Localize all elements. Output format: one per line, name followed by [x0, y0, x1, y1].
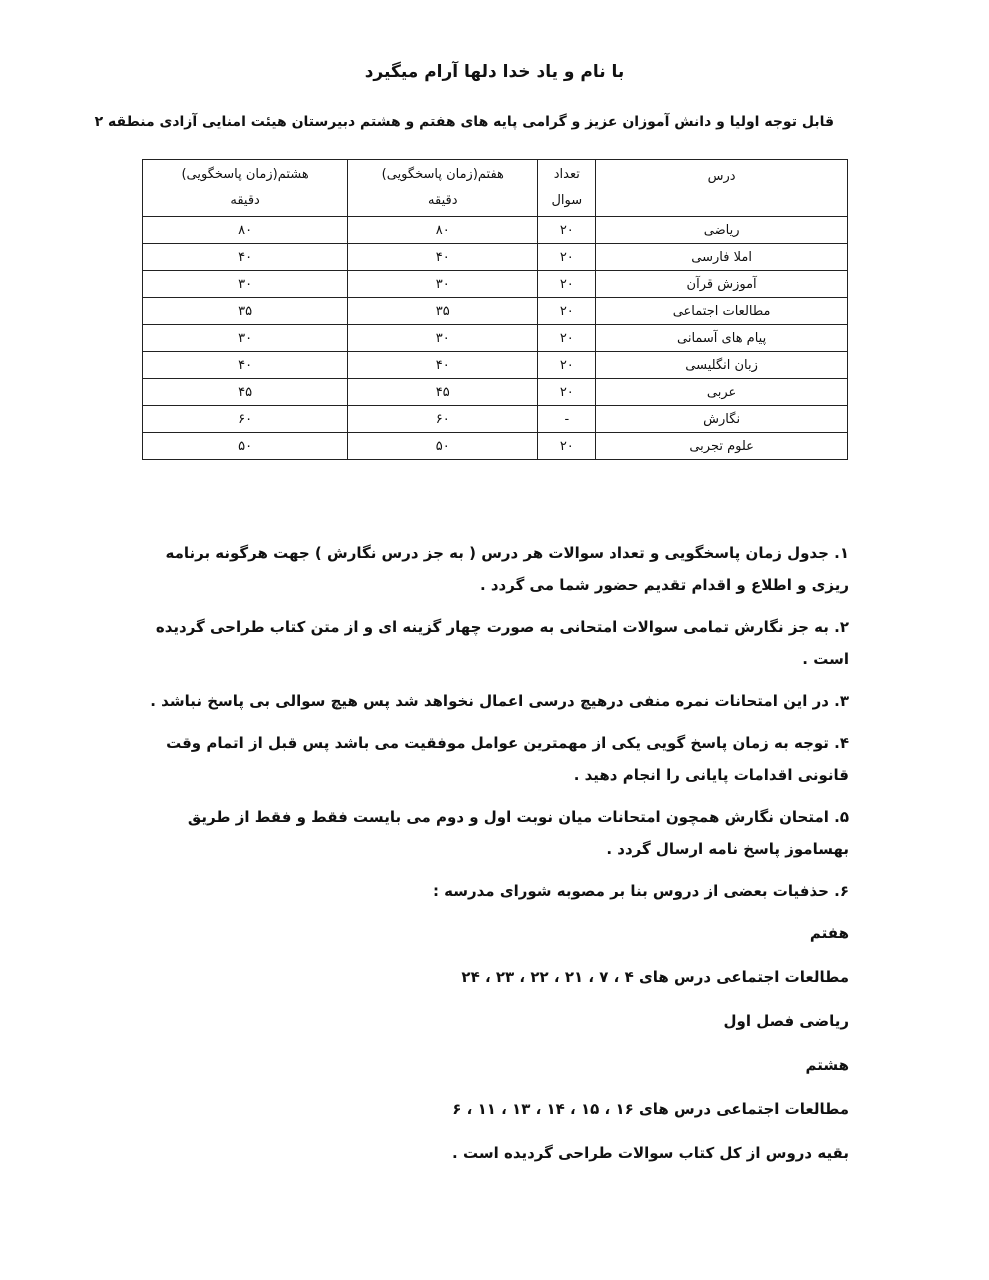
- table-row: [143, 244, 848, 271]
- table-row: [143, 433, 848, 460]
- seventh-time-cell: ۶۰: [348, 406, 538, 433]
- subject-cell: املا فارسی: [596, 244, 848, 271]
- exam-schedule-table: [142, 159, 848, 460]
- seventh-time-cell: ۴۰: [348, 244, 538, 271]
- seventh-time-cell: ۴۵: [348, 379, 538, 406]
- table-row: [143, 352, 848, 379]
- eighth-time-cell: ۳۵: [143, 298, 348, 325]
- eighth-time-cell: ۸۰: [143, 217, 348, 244]
- seventh-time-cell: ۴۰: [348, 352, 538, 379]
- seventh-time-cell: ۵۰: [348, 433, 538, 460]
- page-subtitle: قابل توجه اولیا و دانش آموزان عزیز و گرامی پایه های هفتم و هشتم دبیرستان هیئت امنایی آزادی منطقه ۲: [94, 114, 834, 130]
- count-cell: ۲۰: [538, 244, 596, 271]
- table-row: [143, 217, 848, 244]
- table-row: [143, 406, 848, 433]
- count-cell: ۲۰: [538, 217, 596, 244]
- seventh-time-cell: ۳۰: [348, 325, 538, 352]
- note-5: ۵. امتحان نگارش همچون امتحانات میان نوبت اول و دوم می بایست فقط و فقط از طریق بهساموز پاسخ نامه ارسال گردد .: [187, 808, 849, 858]
- count-cell: ۲۰: [538, 325, 596, 352]
- page-title: با نام و یاد خدا دلها آرام میگیرد: [364, 62, 625, 82]
- count-cell: ۲۰: [538, 379, 596, 406]
- subject-cell: ریاضی: [596, 217, 848, 244]
- header-question-count: تعداد سوال: [538, 160, 596, 217]
- note-1: ۱. جدول زمان پاسخگویی و تعداد سوالات هر درس ( به جز درس نگارش ) جهت هرگونه برنامه ریزی و اطلاع و اقدام تقدیم حضور شما می گردد .: [165, 544, 849, 594]
- subject-cell: پیام های آسمانی: [596, 325, 848, 352]
- eighth-time-cell: ۴۵: [143, 379, 348, 406]
- seventh-time-cell: ۳۵: [348, 298, 538, 325]
- subject-cell: مطالعات اجتماعی: [596, 298, 848, 325]
- count-cell: ۲۰: [538, 352, 596, 379]
- count-cell: -: [538, 406, 596, 433]
- eighth-time-cell: ۴۰: [143, 244, 348, 271]
- note-4: ۴. توجه به زمان پاسخ گویی یکی از مهمترین عوامل موفقیت می باشد پس قبل از اتمام وقت قانونی اقدامات پایانی را انجام دهید .: [166, 734, 849, 784]
- eighth-time-cell: ۴۰: [143, 352, 348, 379]
- subject-cell: علوم تجربی: [596, 433, 848, 460]
- closing-note: بقیه دروس از کل کتاب سوالات طراحی گردیده است .: [452, 1144, 849, 1162]
- count-cell: ۲۰: [538, 433, 596, 460]
- note-6: ۶. حذفیات بعضی از دروس بنا بر مصوبه شورای مدرسه :: [432, 882, 849, 900]
- seventh-math-exclusions: ریاضی فصل اول: [723, 1012, 849, 1030]
- seventh-social-exclusions: مطالعات اجتماعی درس های ۴ ، ۷ ، ۲۱ ، ۲۲ ، ۲۳ ، ۲۴: [461, 968, 849, 986]
- count-cell: ۲۰: [538, 271, 596, 298]
- header-eighth-time: هشتم(زمان پاسخگویی) دقیقه: [143, 160, 348, 217]
- subject-cell: آموزش قرآن: [596, 271, 848, 298]
- note-2: ۲. به جز نگارش تمامی سوالات امتحانی به صورت چهار گزینه ای و از متن کتاب طراحی گردیده است .: [155, 618, 849, 668]
- header-subject: درس: [596, 160, 848, 217]
- eighth-social-exclusions: مطالعات اجتماعی درس های ۱۶ ، ۱۵ ، ۱۴ ، ۱۳ ، ۱۱ ، ۶: [452, 1100, 849, 1118]
- eighth-grade-heading: هشتم: [805, 1056, 849, 1074]
- eighth-time-cell: ۳۰: [143, 271, 348, 298]
- eighth-time-cell: ۶۰: [143, 406, 348, 433]
- count-cell: ۲۰: [538, 298, 596, 325]
- table-row: [143, 325, 848, 352]
- seventh-grade-heading: هفتم: [809, 924, 849, 942]
- table-header-row: [143, 160, 848, 217]
- table-row: [143, 379, 848, 406]
- table-row: [143, 271, 848, 298]
- eighth-time-cell: ۵۰: [143, 433, 348, 460]
- subject-cell: نگارش: [596, 406, 848, 433]
- note-3: ۳. در این امتحانات نمره منفی درهیچ درسی اعمال نخواهد شد پس هیچ سوالی بی پاسخ نباشد .: [150, 692, 849, 710]
- seventh-time-cell: ۸۰: [348, 217, 538, 244]
- notes-section: [141, 537, 849, 1181]
- seventh-time-cell: ۳۰: [348, 271, 538, 298]
- subject-cell: زبان انگلیسی: [596, 352, 848, 379]
- table-row: [143, 298, 848, 325]
- eighth-time-cell: ۳۰: [143, 325, 348, 352]
- subject-cell: عربی: [596, 379, 848, 406]
- header-seventh-time: هفتم(زمان پاسخگویی) دقیقه: [348, 160, 538, 217]
